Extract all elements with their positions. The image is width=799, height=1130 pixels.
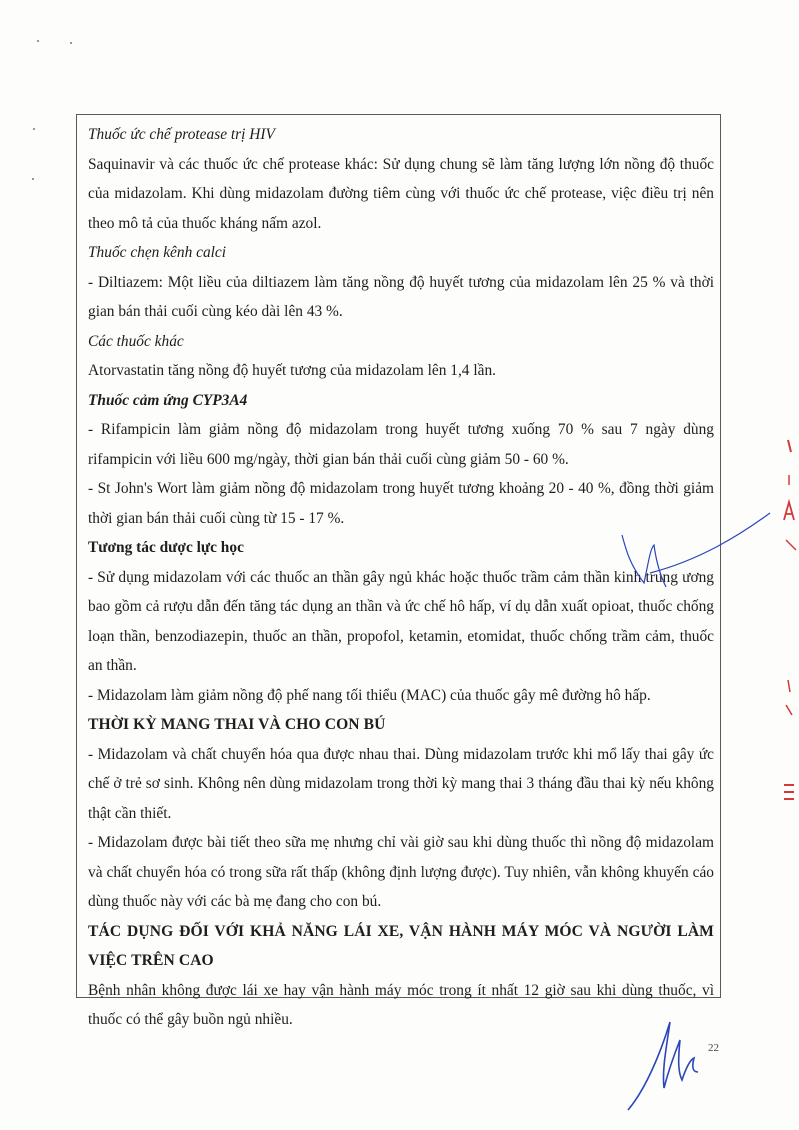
paragraph-mac: - Midazolam làm giảm nồng độ phế nang tối thiểu (MAC) của thuốc gây mê đường hô hấp. bbox=[88, 686, 651, 704]
paragraph-diltiazem: - Diltiazem: Một liều của diltiazem làm tăng nồng độ huyết tương của midazolam lên 25 % và thời gian bán thải cuối cùng kéo dài lên 43 %. bbox=[88, 273, 714, 320]
paragraph-rifampicin: - Rifampicin làm giảm nồng độ midazolam trong huyết tương xuống 70 % sau 7 ngày dùng rifampicin với liều 600 mg/ngày, thời gian bán thải cuối cùng giảm 50 - 60 %. bbox=[88, 421, 714, 468]
paragraph-breast-milk: - Midazolam được bài tiết theo sữa mẹ nhưng chỉ vài giờ sau khi dùng thuốc thì nồng độ midazolam và chất chuyển hóa có trong sữa rất thấp (không định lượng được). Tuy nhiên, vẫn không khuyến cáo dùng thuốc này với các bà mẹ đang cho con bú. bbox=[88, 834, 714, 910]
scan-speck bbox=[70, 42, 72, 44]
scan-speck bbox=[32, 178, 34, 180]
paragraph-placenta: - Midazolam và chất chuyển hóa qua được nhau thai. Dùng midazolam trước khi mổ lấy thai gây ức chế ở trẻ sơ sinh. Không nên dùng midazolam trong thời kỳ mang thai 3 tháng đầu thai kỳ nếu không thật cần thiết. bbox=[88, 745, 714, 822]
subheading-cyp3a4-inducers: Thuốc cảm ứng CYP3A4 bbox=[88, 391, 248, 409]
paragraph-st-johns-wort: - St John's Wort làm giảm nồng độ midazolam trong huyết tương khoảng 20 - 40 %, đồng thời giảm thời gian bán thải cuối cùng từ 15 - 17 %. bbox=[88, 480, 714, 527]
page-number: 22 bbox=[708, 1042, 719, 1054]
heading-driving: TÁC DỤNG ĐỐI VỚI KHẢ NĂNG LÁI XE, VẬN HÀNH MÁY MÓC VÀ NGƯỜI LÀM VIỆC TRÊN CAO bbox=[88, 922, 714, 969]
paragraph-driving: Bệnh nhân không được lái xe hay vận hành máy móc trong ít nhất 12 giờ sau khi dùng thuốc, vì thuốc có thể gây buồn ngủ nhiều. bbox=[88, 981, 714, 1028]
subheading-pharmacodynamic: Tương tác dược lực học bbox=[88, 539, 244, 556]
paragraph-atorvastatin: Atorvastatin tăng nồng độ huyết tương của midazolam lên 1,4 lần. bbox=[88, 362, 496, 379]
heading-pregnancy: THỜI KỲ MANG THAI VÀ CHO CON BÚ bbox=[88, 716, 386, 733]
paragraph-sedatives: - Sử dụng midazolam với các thuốc an thần gây ngủ khác hoặc thuốc trầm cảm thần kinh trung ương bao gồm cả rượu dẫn đến tăng tác dụng an thần và ức chế hô hấp, ví dụ dẫn xuất opioat, thuốc chống loạn thần, benzodiazepin, thuốc an thần, propofol, ketamin, etomidat, thuốc chống trầm cảm, thuốc an thần. bbox=[88, 568, 714, 674]
stamp-fragment bbox=[776, 430, 799, 810]
subheading-other-drugs: Các thuốc khác bbox=[88, 332, 184, 350]
scan-speck bbox=[37, 40, 39, 42]
subheading-calcium-channel: Thuốc chẹn kênh calci bbox=[88, 244, 227, 261]
paragraph-saquinavir: Saquinavir và các thuốc ức chế protease khác: Sử dụng chung sẽ làm tăng lượng lớn nồng độ thuốc của midazolam. Khi dùng midazolam đường tiêm cùng với thuốc ức chế protease, việc điều trị nên theo mô tả của thuốc kháng nấm azol. bbox=[88, 155, 714, 232]
signature-mark bbox=[620, 1010, 720, 1120]
subheading-hiv-protease: Thuốc ức chế protease trị HIV bbox=[88, 126, 275, 143]
scan-speck bbox=[33, 128, 35, 130]
pen-stroke-mark bbox=[620, 505, 799, 605]
